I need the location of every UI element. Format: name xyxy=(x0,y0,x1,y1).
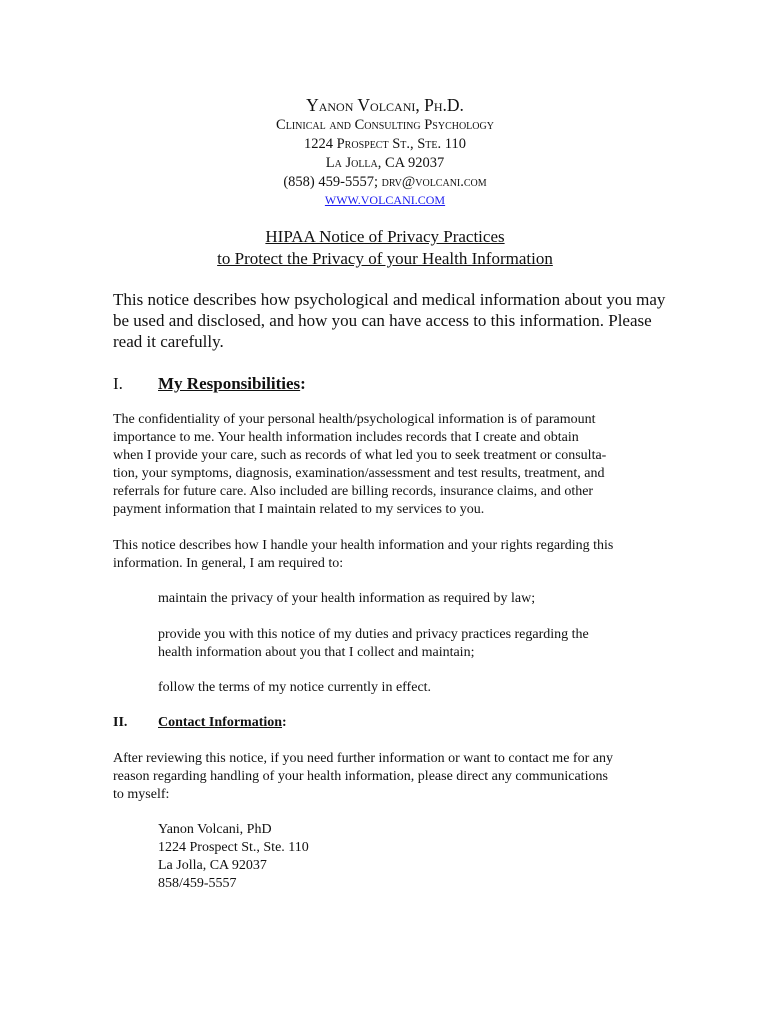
notice-title xyxy=(0,226,770,270)
title-line-2: to Protect the Privacy of your Health Information xyxy=(217,249,553,268)
paragraph-line: when I provide your care, such as records of what led you to seek treatment or consulta- xyxy=(113,448,607,463)
section-1-paragraph-2 xyxy=(113,537,658,573)
intro-text: This notice describes how psychological and medical information about you may be used and disclosed, and how you can have access to this information. Please read it carefully. xyxy=(113,290,666,351)
section-1-number: I. xyxy=(113,374,123,393)
contact-address xyxy=(158,821,309,893)
paragraph-line: reason regarding handling of your health information, please direct any communications xyxy=(113,769,608,784)
address-line: Yanon Volcani, PhD xyxy=(158,822,272,837)
duty-item-2 xyxy=(158,626,703,662)
paragraph-line: After reviewing this notice, if you need further information or want to contact me for any xyxy=(113,751,613,766)
letterhead-practice: Clinical and Consulting Psychology xyxy=(276,117,494,133)
paragraph-line: referrals for future care. Also included are billing records, insurance claims, and other xyxy=(113,484,594,499)
duty-item-3 xyxy=(158,679,703,697)
duty-line: follow the terms of my notice currently in effect. xyxy=(158,680,432,695)
section-1-paragraph xyxy=(113,411,658,519)
website-link[interactable]: WWW.VOLCANI.COM xyxy=(324,193,446,207)
document-page: Yanon Volcani, Ph.D. Clinical and Consulting Psychology 1224 Prospect St., Ste. 110 La Jolla, CA 92037 (858) 459-5557; drv@volcani.com WWW.VOLCANI.COM HIPAA Notice of Privacy Practices to Protect the Privacy of your Health Information This notice describes how psychological and medical information about you may be used and disclosed, and how you can have access to this information. Please read it carefully. I. My Responsibilities: The confidentiality of your personal health/psychological information is of paramount importance to me. Your health information includes records that I create and obtain when I provide your care, such as records of what led you to seek treatment or consulta- tion, your symptoms, diagnosis, examination/assessment and test results, treatment, and referrals for future care. Also included are billing records, insurance claims, and other payment information that I maintain related to my services to you. This notice describes how I handle your health information and your rights regarding this information. In general, I am required to: maintain the privacy of your health information as required by law; provide you with this notice of my duties and privacy practices regarding the health information about you that I collect and maintain; follow the terms of my notice currently in effect. II. Contact Information: After reviewing this notice, if you need further information or want to contact me for any reason regarding handling of your health information, please direct any communications to myself: Yanon Volcani, PhD 1224 Prospect St., Ste. 110 La Jolla, CA 92037 858/459-5557 xyxy=(0,0,770,1024)
paragraph-line: The confidentiality of your personal health/psychological information is of paramount xyxy=(113,412,596,427)
paragraph-line: tion, your symptoms, diagnosis, examination/assessment and test results, treatment, and xyxy=(113,466,605,481)
address-line: 858/459-5557 xyxy=(158,876,237,891)
section-2-paragraph xyxy=(113,750,658,804)
address-line: 1224 Prospect St., Ste. 110 xyxy=(158,840,309,855)
letterhead xyxy=(0,94,770,209)
section-1-title: My Responsibilities xyxy=(158,374,301,393)
paragraph-line: This notice describes how I handle your health information and your rights regarding this xyxy=(113,538,614,553)
duty-line: provide you with this notice of my duties and privacy practices regarding the xyxy=(158,627,589,642)
letterhead-name: Yanon Volcani, Ph.D. xyxy=(306,95,464,115)
paragraph-line: information. In general, I am required to: xyxy=(113,556,344,571)
title-line-1: HIPAA Notice of Privacy Practices xyxy=(265,227,505,246)
duty-item-1 xyxy=(158,590,703,608)
letterhead-city: La Jolla, CA 92037 xyxy=(325,155,445,171)
address-line: La Jolla, CA 92037 xyxy=(158,858,267,873)
section-2-title: Contact Information xyxy=(158,715,283,730)
paragraph-line: to myself: xyxy=(113,787,170,802)
letterhead-contact: (858) 459-5557; drv@volcani.com xyxy=(283,174,487,190)
letterhead-street: 1224 Prospect St., Ste. 110 xyxy=(303,136,466,152)
paragraph-line: payment information that I maintain related to my services to you. xyxy=(113,502,485,517)
duty-line: maintain the privacy of your health information as required by law; xyxy=(158,591,536,606)
section-2-number: II. xyxy=(113,715,128,730)
paragraph-line: importance to me. Your health information includes records that I create and obtain xyxy=(113,430,579,445)
duty-line: health information about you that I collect and maintain; xyxy=(158,645,475,660)
